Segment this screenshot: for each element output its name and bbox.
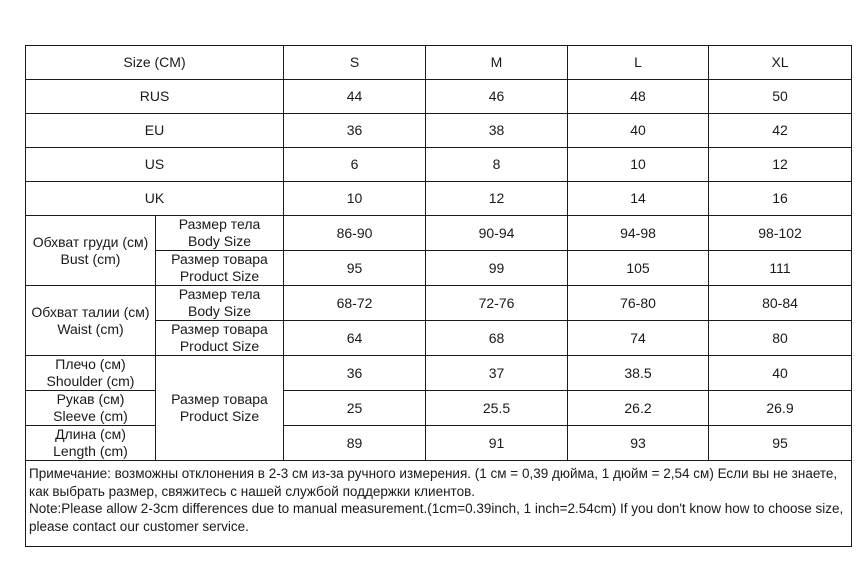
row-label-rus: RUS	[26, 80, 284, 114]
note-cell	[26, 461, 852, 547]
table-cell: 10	[284, 182, 426, 216]
length-label-ru: Длина (см)	[55, 426, 126, 442]
table-cell: 40	[568, 114, 709, 148]
size-chart-table	[25, 45, 852, 547]
table-row-us	[26, 148, 852, 182]
bust-label-en: Bust (cm)	[60, 250, 121, 267]
row-label-sleeve	[26, 391, 156, 426]
table-cell: 50	[709, 80, 852, 114]
table-cell: 26.2	[568, 391, 709, 426]
size-header-xl: XL	[709, 46, 852, 80]
row-label-eu: EU	[26, 114, 284, 148]
row-label-us: US	[26, 148, 284, 182]
note-text-en: Note:Please allow 2-3cm differences due to manual measurement.(1cm=0.39inch, 1 inch=2.54cm) If you don't know how to choose size, please contact our customer service.	[29, 501, 844, 534]
table-cell: 72-76	[426, 286, 568, 321]
size-header-label: Size (CM)	[26, 46, 284, 80]
table-row-bust-body	[26, 216, 852, 251]
table-cell: 91	[426, 426, 568, 461]
table-cell: 89	[284, 426, 426, 461]
sub-label-en: Product Size	[179, 338, 260, 354]
table-cell: 68-72	[284, 286, 426, 321]
length-label-en: Length (cm)	[53, 443, 128, 459]
sub-label-en: Product Size	[179, 408, 260, 424]
table-cell: 68	[426, 321, 568, 356]
table-cell: 42	[709, 114, 852, 148]
table-cell: 36	[284, 114, 426, 148]
table-cell: 40	[709, 356, 852, 391]
sleeve-label-en: Sleeve (cm)	[53, 408, 128, 424]
table-cell: 6	[284, 148, 426, 182]
table-cell: 74	[568, 321, 709, 356]
note-text-ru: Примечание: возможны отклонения в 2-3 см из-за ручного измерения. (1 см = 0,39 дюйма, 1 дюйм = 2,54 см) Если вы не знаете, как выбрать размер, свяжитесь с нашей службой поддержки клиентов.	[29, 466, 838, 499]
table-row-eu	[26, 114, 852, 148]
table-row-uk	[26, 182, 852, 216]
table-cell: 38	[426, 114, 568, 148]
sub-label-ru: Размер товара	[171, 251, 268, 267]
sub-label-ru: Размер тела	[178, 286, 261, 302]
table-cell: 99	[426, 251, 568, 286]
table-cell: 12	[709, 148, 852, 182]
sub-label-en: Body Size	[187, 233, 252, 249]
table-cell: 26.9	[709, 391, 852, 426]
size-header-m: M	[426, 46, 568, 80]
table-cell: 36	[284, 356, 426, 391]
table-cell: 48	[568, 80, 709, 114]
row-label-bust	[26, 216, 156, 286]
table-cell: 94-98	[568, 216, 709, 251]
table-cell: 80	[709, 321, 852, 356]
table-cell: 8	[426, 148, 568, 182]
table-row-rus	[26, 80, 852, 114]
table-row-sleeve	[26, 391, 852, 426]
sub-label-en: Body Size	[187, 303, 252, 319]
waist-label-en: Waist (cm)	[57, 320, 124, 337]
sub-label-product-size	[156, 251, 284, 286]
table-cell: 111	[709, 251, 852, 286]
table-row-shoulder	[26, 356, 852, 391]
table-cell: 10	[568, 148, 709, 182]
table-cell: 64	[284, 321, 426, 356]
sub-label-ru: Размер товара	[171, 391, 268, 407]
table-cell: 16	[709, 182, 852, 216]
waist-label-ru: Обхват талии (см)	[31, 303, 150, 320]
table-cell: 14	[568, 182, 709, 216]
table-cell: 46	[426, 80, 568, 114]
table-cell: 95	[709, 426, 852, 461]
table-cell: 37	[426, 356, 568, 391]
table-cell: 76-80	[568, 286, 709, 321]
shoulder-label-en: Shoulder (cm)	[46, 373, 135, 389]
table-cell: 98-102	[709, 216, 852, 251]
table-cell: 90-94	[426, 216, 568, 251]
table-cell: 80-84	[709, 286, 852, 321]
table-cell: 105	[568, 251, 709, 286]
table-cell: 38.5	[568, 356, 709, 391]
sleeve-label-ru: Рукав (см)	[56, 391, 125, 407]
shoulder-label-ru: Плечо (см)	[55, 356, 126, 372]
table-cell: 93	[568, 426, 709, 461]
sub-label-product-size	[156, 321, 284, 356]
row-label-shoulder	[26, 356, 156, 391]
size-header-s: S	[284, 46, 426, 80]
table-cell: 44	[284, 80, 426, 114]
size-header-l: L	[568, 46, 709, 80]
table-cell: 25.5	[426, 391, 568, 426]
table-cell: 86-90	[284, 216, 426, 251]
header-row	[26, 46, 852, 80]
row-label-length	[26, 426, 156, 461]
table-cell: 25	[284, 391, 426, 426]
note-row	[26, 461, 852, 547]
sub-label-product-size	[156, 356, 284, 461]
row-label-uk: UK	[26, 182, 284, 216]
sub-label-ru: Размер товара	[171, 321, 268, 337]
table-cell: 95	[284, 251, 426, 286]
sub-label-body-size	[156, 286, 284, 321]
table-row-waist-body	[26, 286, 852, 321]
table-row-length	[26, 426, 852, 461]
row-label-waist	[26, 286, 156, 356]
sub-label-en: Product Size	[179, 268, 260, 284]
bust-label-ru: Обхват груди (см)	[32, 233, 149, 250]
table-cell: 12	[426, 182, 568, 216]
sub-label-ru: Размер тела	[178, 216, 261, 232]
sub-label-body-size	[156, 216, 284, 251]
